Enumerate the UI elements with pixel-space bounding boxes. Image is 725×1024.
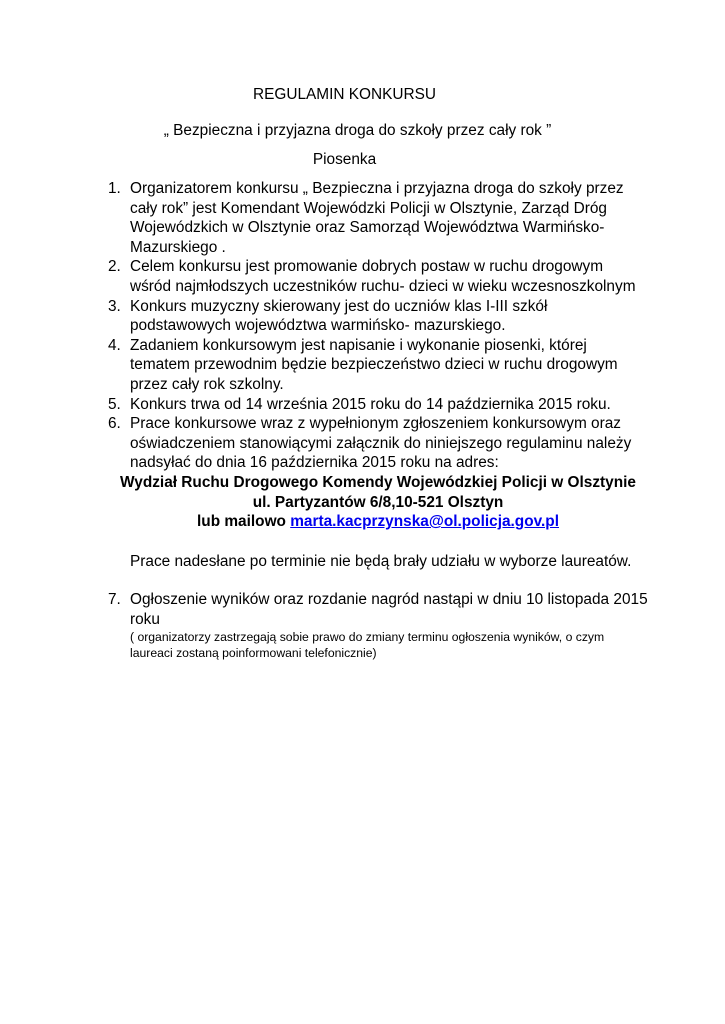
rule-item [108,179,648,257]
footnote: ( organizatorzy zastrzegają sobie prawo do zmiany terminu ogłoszenia wyników, o czym laureaci zostaną poinformowani telefonicznie) [130,630,605,661]
rule-item [108,257,648,296]
rule-number: 7. [108,591,121,609]
rule-number: 4. [108,336,121,354]
late-submission-note: Prace nadesłane po terminie nie będą brały udziału w wyborze laureatów. [130,552,632,570]
rule-item [108,590,648,661]
document-title: REGULAMIN KONKURSU [252,86,436,103]
email-link[interactable]: marta.kacprzynska@ol.policja.gov.pl [290,513,559,531]
rule-item [108,336,648,395]
contest-name: „ Bezpieczna i przyjazna droga do szkoły przez cały rok ” [163,122,552,139]
rule-item [108,414,648,571]
rule-text: Ogłoszenie wyników oraz rozdanie nagród nastąpi w dniu 10 listopada 2015 roku [130,591,648,628]
rule-text: Konkurs trwa od 14 września 2015 roku do 14 października 2015 roku. [130,395,611,413]
rule-item [108,297,648,336]
rule-number: 2. [108,258,121,276]
address-line-office: Wydział Ruchu Drogowego Komendy Wojewódzkiej Policji w Olsztynie [120,473,636,491]
rule-text: Zadaniem konkursowym jest napisanie i wykonanie piosenki, której tematem przewodnim będzie bezpieczeństwo dzieci w ruchu drogowym przez cały rok szkolny. [130,336,618,393]
contest-category: Piosenka [312,151,377,168]
submission-address [108,473,648,532]
address-line-email [108,512,648,532]
rule-item [108,395,648,415]
rule-text: Prace konkursowe wraz z wypełnionym zgłoszeniem konkursowym oraz oświadczeniem stanowiącymi załącznik do niniejszego regulaminu należy nadsyłać do dnia 16 października 2015 roku na adres: [130,415,632,472]
email-prefix: lub mailowo [197,513,291,531]
address-line-street: ul. Partyzantów 6/8,10-521 Olsztyn [252,493,504,511]
rule-text: Organizatorem konkursu „ Bezpieczna i przyjazna droga do szkoły przez cały rok” jest Komendant Wojewódzki Policji w Olsztynie, Zarząd Dróg Wojewódzkich w Olsztynie oraz Samorząd Województwa Warmińsko-Mazurskiego . [130,180,624,256]
rule-number: 5. [108,395,121,413]
rule-text: Konkurs muzyczny skierowany jest do uczniów klas I-III szkół podstawowych województwa warmińsko- mazurskiego. [130,297,548,335]
rule-number: 6. [108,415,121,433]
rule-number: 3. [108,297,121,315]
rule-text: Celem konkursu jest promowanie dobrych postaw w ruchu drogowym wśród najmłodszych uczestników ruchu- dzieci w wieku wczesnoszkolnym [130,258,636,295]
rules-list [108,179,648,661]
rule-number: 1. [108,180,121,197]
